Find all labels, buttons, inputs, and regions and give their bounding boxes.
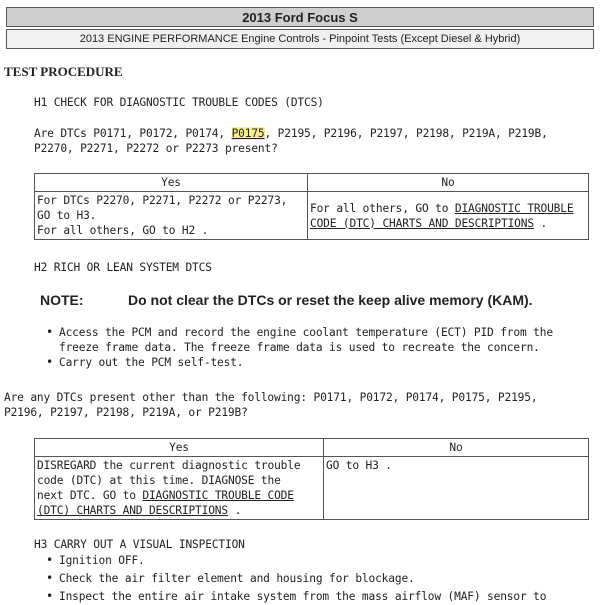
h1-heading: H1 CHECK FOR DIAGNOSTIC TROUBLE CODES (DTCS) <box>34 96 324 109</box>
section-title: TEST PROCEDURE <box>4 64 123 79</box>
h2-yes-cell: DISREGARD the current diagnostic trouble code (DTC) at this time. DIAGNOSE the next DTC. GO to DIAGNOSTIC TROUBLE CODE (DTC) CHARTS AND DESCRIPTIONS . <box>35 457 324 520</box>
dtc-charts-link[interactable]: DIAGNOSTIC TROUBLE CODE <box>142 489 294 502</box>
no-header: No <box>324 439 589 457</box>
no-header: No <box>308 174 589 192</box>
h1-question-line1: Are DTCs P0171, P0172, P0174, P0175, P2195, P2196, P2197, P2198, P219A, P219B, <box>34 127 548 140</box>
note-text: Do not clear the DTCs or reset the keep alive memory (KAM). <box>128 292 533 308</box>
h3-heading: H3 CARRY OUT A VISUAL INSPECTION <box>34 538 245 551</box>
highlighted-dtc-code[interactable]: P0175 <box>231 127 265 140</box>
h2-bullet-list <box>34 325 594 370</box>
document-subtitle: 2013 ENGINE PERFORMANCE Engine Controls - Pinpoint Tests (Except Diesel & Hybrid) <box>79 33 521 45</box>
list-item: • Carry out the PCM self-test. <box>34 355 594 370</box>
note-label: NOTE: <box>40 292 84 308</box>
yes-header: Yes <box>35 174 308 192</box>
h1-yes-no-table <box>34 173 589 240</box>
list-item: • Inspect the entire air intake system from the mass airflow (MAF) sensor to <box>34 589 594 604</box>
document-subtitle-bar <box>6 29 594 49</box>
note-box <box>40 292 533 308</box>
yes-header: Yes <box>35 439 324 457</box>
vehicle-title: 2013 Ford Focus S <box>242 10 358 25</box>
vehicle-title-bar <box>6 7 594 27</box>
h1-yes-cell: For DTCs P2270, P2271, P2272 or P2273, GO to H3. For all others, GO to H2 . <box>35 192 308 240</box>
list-item: • Ignition OFF. <box>34 553 594 568</box>
list-item: • Check the air filter element and housing for blockage. <box>34 571 594 586</box>
dtc-charts-link-cont[interactable]: CODE (DTC) CHARTS AND DESCRIPTIONS <box>310 216 534 230</box>
dtc-charts-link-cont[interactable]: (DTC) CHARTS AND DESCRIPTIONS <box>37 504 228 517</box>
h1-no-cell: For all others, GO to DIAGNOSTIC TROUBLE CODE (DTC) CHARTS AND DESCRIPTIONS . <box>308 192 589 240</box>
h2-heading: H2 RICH OR LEAN SYSTEM DTCS <box>34 261 212 274</box>
dtc-charts-link[interactable]: DIAGNOSTIC TROUBLE <box>454 201 574 215</box>
h1-question <box>34 126 548 156</box>
h2-yes-no-table <box>34 438 589 520</box>
h2-no-cell: GO to H3 . <box>324 457 589 520</box>
h3-bullet-list <box>34 553 594 604</box>
list-item: • Access the PCM and record the engine coolant temperature (ECT) PID from the freeze frame data. The freeze frame data is used to recreate the concern. <box>34 325 594 355</box>
h2-question: Are any DTCs present other than the following: P0171, P0172, P0174, P0175, P2195, P2196, P2197, P2198, P219A, or P219B? <box>4 391 538 419</box>
h1-question-line2: P2270, P2271, P2272 or P2273 present? <box>34 142 278 155</box>
